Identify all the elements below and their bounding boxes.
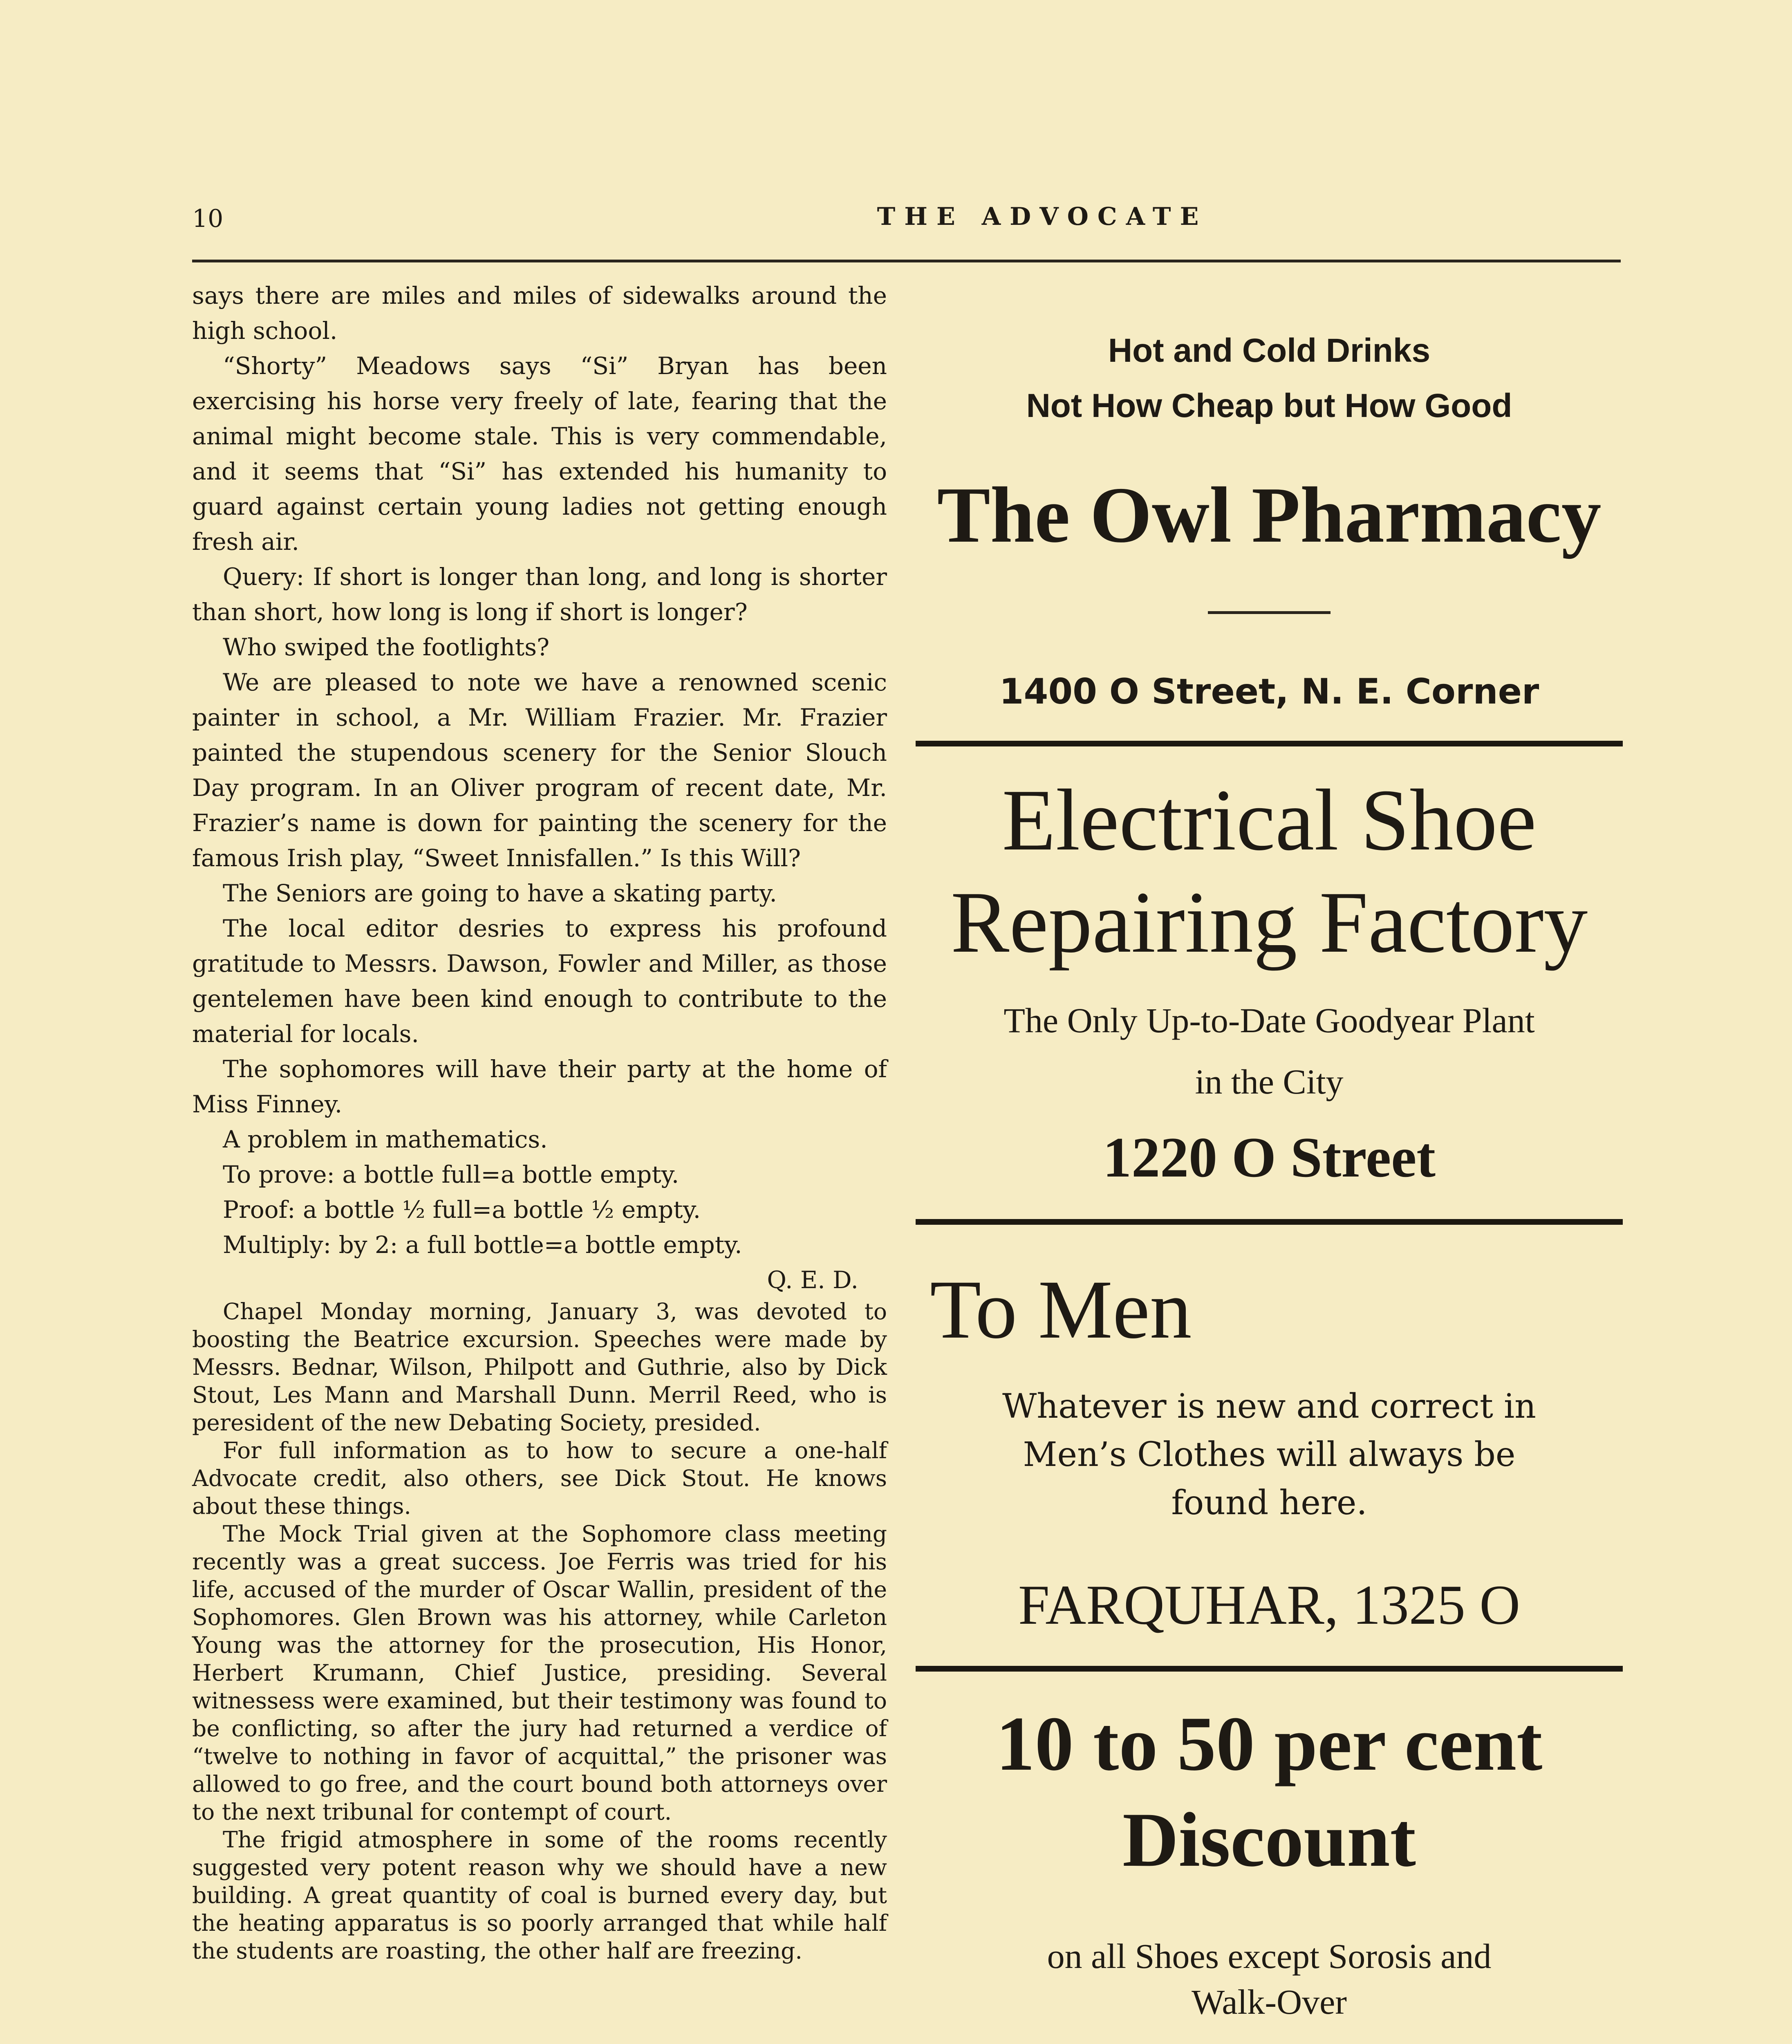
clothes-line3: found here.: [1171, 1484, 1367, 1522]
qed-line: Q. E. D.: [767, 1266, 858, 1294]
farquhar-signature: FARQUHAR, 1325 O: [1018, 1573, 1521, 1636]
clothes-line2: Men’s Clothes will always be: [1023, 1435, 1516, 1474]
shoes-line1: on all Shoes except Sorosis and: [1047, 1936, 1492, 1976]
quality-line: Not How Cheap but How Good: [1026, 387, 1512, 424]
news-paragraph: The sophomores will have their party at the home of Miss Finney.: [192, 1055, 887, 1118]
clothes-tagline: [916, 1383, 1623, 1527]
electrical-shoe-ad: [916, 769, 1623, 1190]
goodyear-line2: in the City: [1195, 1062, 1344, 1101]
electrical-shoe-line1: Electrical Shoe: [1002, 771, 1537, 869]
to-men-heading: To Men: [930, 1263, 1192, 1356]
advertisement-column: [916, 278, 1623, 2044]
farquhar-ad: [916, 1262, 1623, 1637]
local-news-column: [192, 278, 887, 1965]
drinks-slogan: [916, 323, 1623, 433]
owl-pharmacy-ad: [916, 323, 1623, 712]
news-paragraph: The local editor desries to express his profound gratitude to Messrs. Dawson, Fowler and Miller, as those gentelemen have been kind enough to contribute to the material for locals.: [192, 914, 887, 1048]
news-paragraph: We are pleased to note we have a renowned scenic painter in school, a Mr. William Frazier. Mr. Frazier painted the stupendous scenery for the Senior Slouch Day program. In an Oliver program of recent date, Mr. Frazier’s name is down for painting the scenery for the famous Irish play, “Sweet Innisfallen.” Is this Will?: [192, 668, 887, 872]
electrical-shoe-line2: Repairing Factory: [950, 873, 1588, 971]
drinks-line: Hot and Cold Drinks: [1108, 332, 1431, 369]
math-line: To prove: a bottle full=a bottle empty.: [223, 1161, 679, 1188]
math-line: Multiply: by 2: a full bottle=a bottle empty.: [223, 1231, 742, 1259]
discount-line1: 10 to 50 per cent: [996, 1701, 1543, 1787]
owl-pharmacy-name: The Owl Pharmacy: [937, 471, 1602, 559]
shoes-line2: Walk-Over: [1192, 1982, 1347, 2022]
page-number: 10: [192, 204, 224, 233]
news-paragraph: Who swiped the footlights?: [223, 633, 550, 661]
news-paragraph: A problem in mathematics.: [223, 1125, 548, 1153]
ad-divider: [916, 1666, 1623, 1672]
news-section-tight: [192, 1298, 887, 1965]
news-section-loose: [192, 278, 887, 1298]
shoes-tagline: [916, 1933, 1623, 2025]
news-paragraph: Chapel Monday morning, January 3, was devoted to boosting the Beatrice excursion. Speeches were made by Messrs. Bednar, Wilson, Philpott and Guthrie, also by Dick Stout, Les Mann and Marshall Dunn. Merril Reed, who is peresident of the new Debating Society, presided.: [192, 1298, 887, 1436]
running-head-title: THE ADVOCATE: [877, 202, 1208, 231]
short-divider: [1208, 611, 1331, 614]
math-line: Proof: a bottle ½ full=a bottle ½ empty.: [223, 1196, 701, 1224]
news-paragraph: says there are miles and miles of sidewalks around the high school.: [192, 282, 887, 345]
news-paragraph: For full information as to how to secure a one-half Advocate credit, also others, see Dick Stout. He knows about these things.: [192, 1437, 887, 1519]
header-rule: [192, 260, 1621, 262]
goodyear-tagline: [916, 990, 1623, 1112]
discount-line2: Discount: [1122, 1797, 1416, 1883]
discount-headline: [916, 1696, 1623, 1888]
news-paragraph: The frigid atmosphere in some of the rooms recently suggested very potent reason why we should have a new building. A great quantity of coal is burned every day, but the heating apparatus is so poorly arranged that while half the students are roasting, the other half are freezing.: [192, 1827, 887, 1964]
electrical-shoe-name: [916, 769, 1623, 973]
news-paragraph: Query: If short is longer than long, and long is shorter than short, how long is long if short is longer?: [192, 563, 887, 626]
news-paragraph: “Shorty” Meadows says “Si” Bryan has been exercising his horse very freely of late, fearing that the animal might become stale. This is very commendable, and it seems that “Si” has extended his humanity to guard against certain young ladies not getting enough fresh air.: [192, 352, 887, 556]
rogers-perkins-ad: [916, 1696, 1623, 2044]
goodyear-line1: The Only Up-to-Date Goodyear Plant: [1004, 1001, 1535, 1040]
ad-divider: [916, 1219, 1623, 1225]
news-paragraph: The Mock Trial given at the Sophomore class meeting recently was a great success. Joe Ferris was tried for his life, accused of the murder of Oscar Wallin, president of the Sophomores. Glen Brown was his attorney, while Carleton Young was the attorney for the prosecution, His Honor, Herbert Krumann, Chief Justice, presiding. Several witnessess were examined, but their testimony was found to be conflicting, so after the jury had returned a verdice of “twelve to nothing in favor of acquittal,” the prisoner was allowed to go free, and the court bound both attorneys over to the next tribunal for contempt of court.: [192, 1521, 887, 1825]
news-paragraph: The Seniors are going to have a skating party.: [223, 879, 777, 907]
ad-divider: [916, 741, 1623, 746]
clothes-line1: Whatever is new and correct in: [1002, 1387, 1536, 1426]
owl-pharmacy-address: 1400 O Street, N. E. Corner: [999, 671, 1539, 712]
electrical-shoe-address: 1220 O Street: [1103, 1126, 1436, 1189]
